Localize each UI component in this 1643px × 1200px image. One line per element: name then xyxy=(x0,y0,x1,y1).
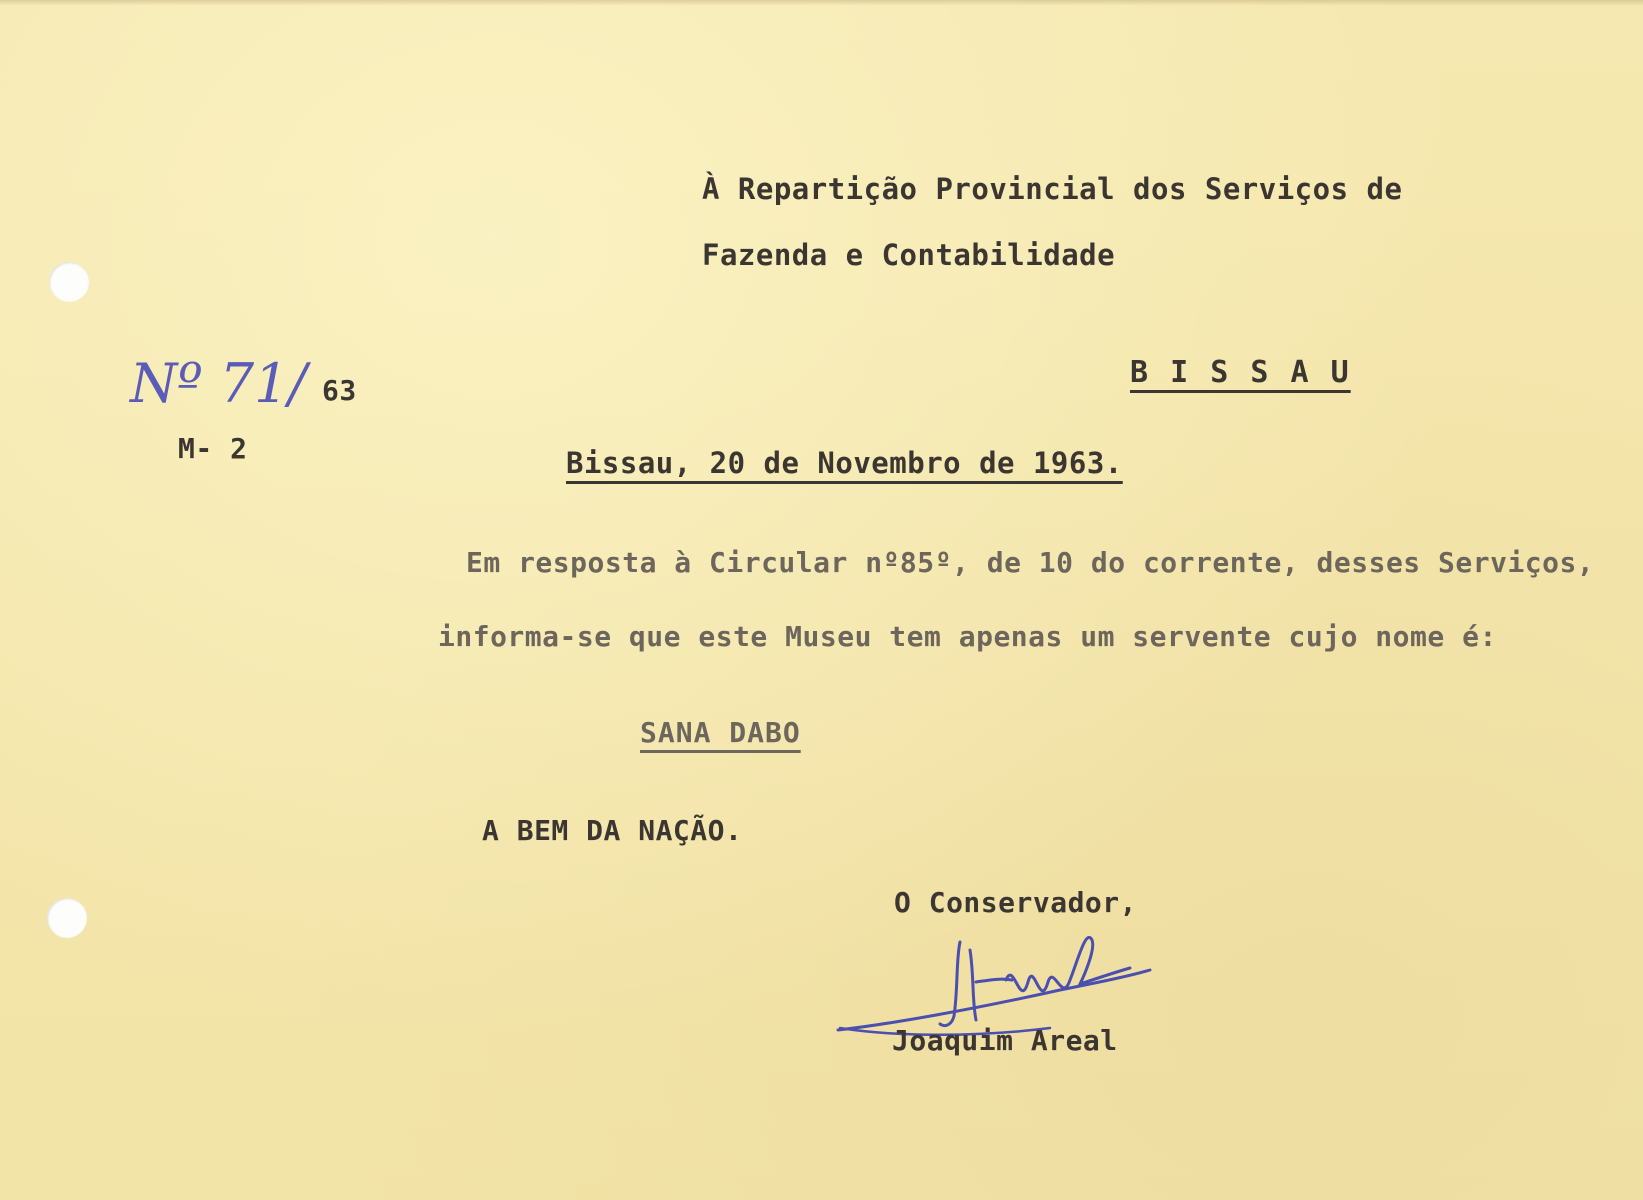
signatory-name: Joaquim Areal xyxy=(892,1024,1118,1057)
addressee-line-1: À Repartição Provincial dos Serviços de xyxy=(702,172,1403,206)
addressee-line-2: Fazenda e Contabilidade xyxy=(702,238,1116,272)
body-line-2: informa-se que este Museu tem apenas um servente cujo nome é: xyxy=(438,620,1497,653)
punch-hole-top xyxy=(49,262,89,302)
closing-salutation: A BEM DA NAÇÃO. xyxy=(482,814,743,847)
punch-hole-bottom xyxy=(47,898,87,938)
page-edge-shadow xyxy=(0,0,1643,6)
signatory-title: O Conservador, xyxy=(894,886,1138,919)
body-line-1: Em resposta à Circular nº85º, de 10 do corrente, desses Serviços, xyxy=(466,546,1595,579)
date-line: Bissau, 20 de Novembro de 1963. xyxy=(566,446,1123,480)
reference-number-handwritten: Nº 71/ xyxy=(130,352,307,415)
reference-code: M- 2 xyxy=(178,432,248,465)
addressee-city: B I S S A U xyxy=(1130,355,1351,390)
servant-name: SANA DABO xyxy=(640,716,801,749)
reference-year: 63 xyxy=(322,374,357,407)
